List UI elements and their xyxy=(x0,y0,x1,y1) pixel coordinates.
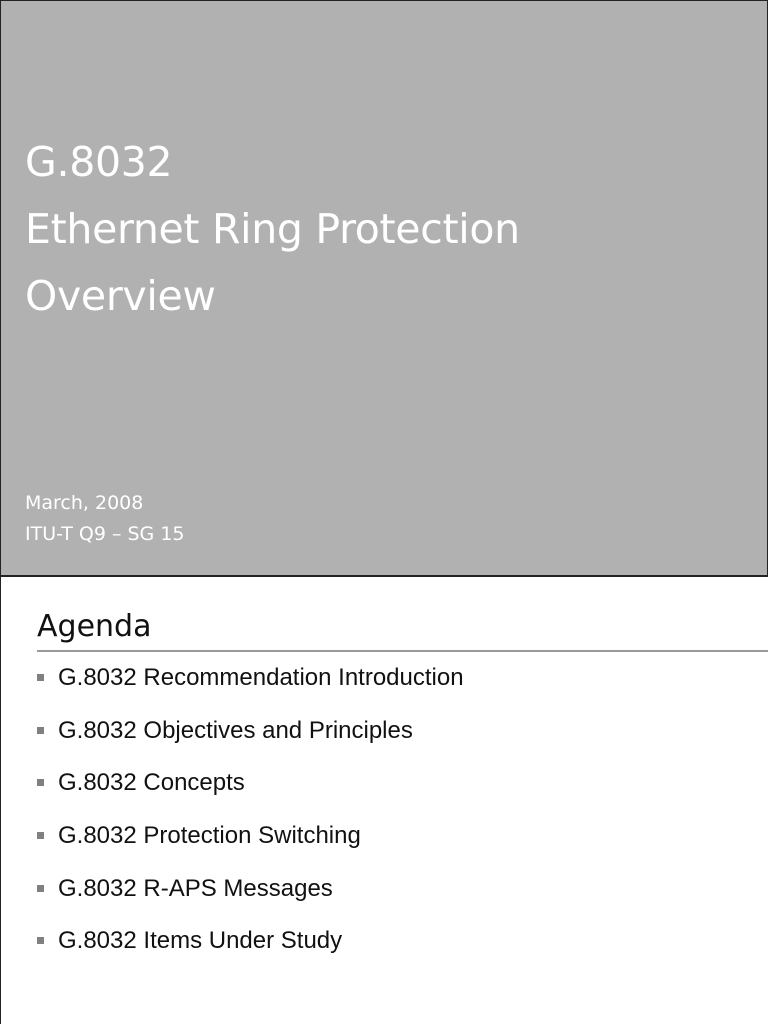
agenda-item-label: G.8032 R-APS Messages xyxy=(58,874,333,902)
square-bullet-icon xyxy=(37,779,44,786)
agenda-item xyxy=(37,770,464,823)
square-bullet-icon xyxy=(37,937,44,944)
agenda-item-label: G.8032 Items Under Study xyxy=(58,927,343,955)
agenda-slide xyxy=(0,577,768,1024)
heading-divider xyxy=(37,650,768,652)
square-bullet-icon xyxy=(37,832,44,839)
agenda-item xyxy=(37,665,464,718)
agenda-item xyxy=(37,718,464,771)
title-line-1: G.8032 xyxy=(25,138,173,186)
presentation-date: March, 2008 xyxy=(25,492,144,514)
agenda-item-label: G.8032 Protection Switching xyxy=(58,822,361,850)
square-bullet-icon xyxy=(37,885,44,892)
title-line-2: Ethernet Ring Protection xyxy=(25,205,520,253)
presentation-organization: ITU-T Q9 – SG 15 xyxy=(25,523,185,545)
agenda-item-label: G.8032 Recommendation Introduction xyxy=(58,664,464,691)
slide-subtitle xyxy=(25,488,185,550)
agenda-list xyxy=(37,665,464,981)
agenda-item xyxy=(37,823,464,876)
square-bullet-icon xyxy=(37,727,44,734)
agenda-item xyxy=(37,876,464,929)
agenda-item xyxy=(37,928,464,981)
title-line-3: Overview xyxy=(25,272,216,320)
square-bullet-icon xyxy=(37,674,44,681)
agenda-item-label: G.8032 Objectives and Principles xyxy=(58,716,413,744)
agenda-item-label: G.8032 Concepts xyxy=(58,769,245,797)
agenda-heading: Agenda xyxy=(37,609,152,644)
slide-title xyxy=(25,129,520,330)
